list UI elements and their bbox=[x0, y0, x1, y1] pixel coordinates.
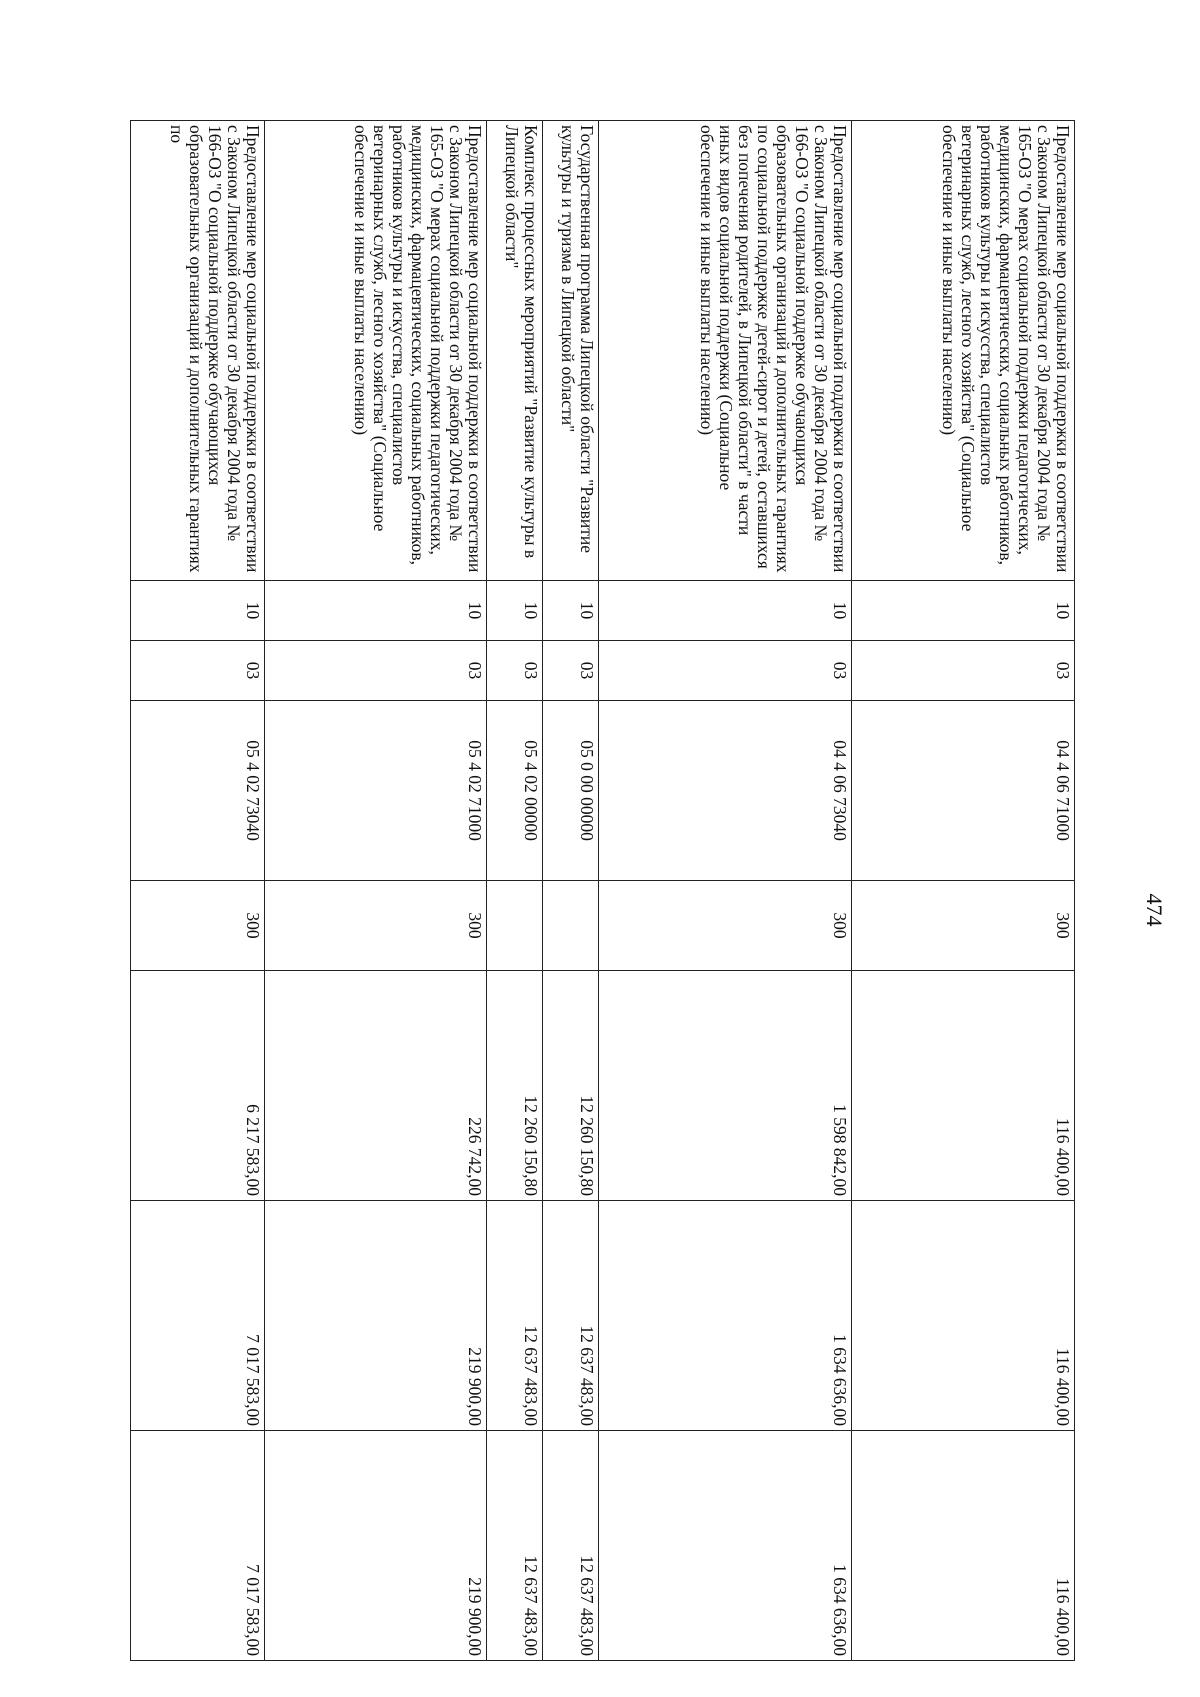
row-sum1: 116 400,00 bbox=[852, 971, 1075, 1201]
row-vr: 300 bbox=[852, 881, 1075, 971]
row-name: Предоставление мер социальной поддержки в соответствии с Законом Липецкой области от 30 декабря 2004 года № 166-ОЗ "О социальной поддержке обучающихся образовательных организаций и дополнительных гарантиях по bbox=[131, 121, 265, 581]
row-name: Государственная программа Липецкой области "Развитие культуры и туризма в Липецкой области" bbox=[542, 121, 598, 581]
table-row bbox=[264, 121, 487, 1661]
page-number: 474 bbox=[1142, 893, 1167, 927]
row-name: Предоставление мер социальной поддержки в соответствии с Законом Липецкой области от 30 декабря 2004 года № 165-ОЗ "О мерах социальной поддержки педагогических, медицинских, фармацевтических, социальных работников, работников культуры и искусства, специалистов ветеринарных служб, лесного хозяйства" (Социальное обеспечение и иные выплаты населению) bbox=[264, 121, 487, 581]
row-sum2: 12 637 483,00 bbox=[542, 1201, 598, 1431]
row-sum1: 12 260 150,80 bbox=[542, 971, 598, 1201]
row-csr: 05 4 02 71000 bbox=[264, 701, 487, 881]
row-vr: 300 bbox=[598, 881, 852, 971]
row-pr: 03 bbox=[264, 641, 487, 701]
row-vr bbox=[487, 881, 543, 971]
row-pr: 03 bbox=[131, 641, 265, 701]
row-sum1: 1 598 842,00 bbox=[598, 971, 852, 1201]
row-csr: 04 4 06 73040 bbox=[598, 701, 852, 881]
rotated-page bbox=[130, 120, 1167, 1660]
row-rz: 10 bbox=[487, 581, 543, 641]
row-sum3: 12 637 483,00 bbox=[542, 1431, 598, 1661]
row-vr bbox=[542, 881, 598, 971]
row-sum2: 12 637 483,00 bbox=[487, 1201, 543, 1431]
row-sum3: 7 017 583,00 bbox=[131, 1431, 265, 1661]
table-row bbox=[852, 121, 1075, 1661]
row-rz: 10 bbox=[131, 581, 265, 641]
row-rz: 10 bbox=[264, 581, 487, 641]
row-pr: 03 bbox=[542, 641, 598, 701]
row-pr: 03 bbox=[852, 641, 1075, 701]
table-row bbox=[598, 121, 852, 1661]
row-sum3: 219 900,00 bbox=[264, 1431, 487, 1661]
row-name: Комплекс процессных мероприятий "Развитие культуры в Липецкой области" bbox=[487, 121, 543, 581]
row-sum2: 1 634 636,00 bbox=[598, 1201, 852, 1431]
row-vr: 300 bbox=[131, 881, 265, 971]
budget-table bbox=[130, 120, 1075, 1661]
table-row bbox=[131, 121, 265, 1661]
row-sum3: 116 400,00 bbox=[852, 1431, 1075, 1661]
row-rz: 10 bbox=[852, 581, 1075, 641]
row-name: Предоставление мер социальной поддержки в соответствии с Законом Липецкой области от 30 декабря 2004 года № 165-ОЗ "О мерах социальной поддержки педагогических, медицинских, фармацевтических, социальных работников, работников культуры и искусства, специалистов ветеринарных служб, лесного хозяйства" (Социальное обеспечение и иные выплаты населению) bbox=[852, 121, 1075, 581]
row-rz: 10 bbox=[598, 581, 852, 641]
row-sum3: 1 634 636,00 bbox=[598, 1431, 852, 1661]
row-sum1: 12 260 150,80 bbox=[487, 971, 543, 1201]
row-rz: 10 bbox=[542, 581, 598, 641]
row-sum2: 116 400,00 bbox=[852, 1201, 1075, 1431]
row-pr: 03 bbox=[598, 641, 852, 701]
row-sum2: 7 017 583,00 bbox=[131, 1201, 265, 1431]
row-sum2: 219 900,00 bbox=[264, 1201, 487, 1431]
row-csr: 05 4 02 73040 bbox=[131, 701, 265, 881]
row-pr: 03 bbox=[487, 641, 543, 701]
row-csr: 05 4 02 00000 bbox=[487, 701, 543, 881]
table-row bbox=[542, 121, 598, 1661]
row-vr: 300 bbox=[264, 881, 487, 971]
row-csr: 05 0 00 00000 bbox=[542, 701, 598, 881]
row-csr: 04 4 06 71000 bbox=[852, 701, 1075, 881]
table-row bbox=[487, 121, 543, 1661]
row-sum3: 12 637 483,00 bbox=[487, 1431, 543, 1661]
row-sum1: 6 217 583,00 bbox=[131, 971, 265, 1201]
row-sum1: 226 742,00 bbox=[264, 971, 487, 1201]
row-name: Предоставление мер социальной поддержки в соответствии с Законом Липецкой области от 30 декабря 2004 года № 166-ОЗ "О социальной поддержке обучающихся образовательных организаций и дополнительных гарантиях по социальной поддержке детей-сирот и детей, оставшихся без попечения родителей, в Липецкой области" в части иных видов социальной поддержки (Социальное обеспечение и иные выплаты населению) bbox=[598, 121, 852, 581]
